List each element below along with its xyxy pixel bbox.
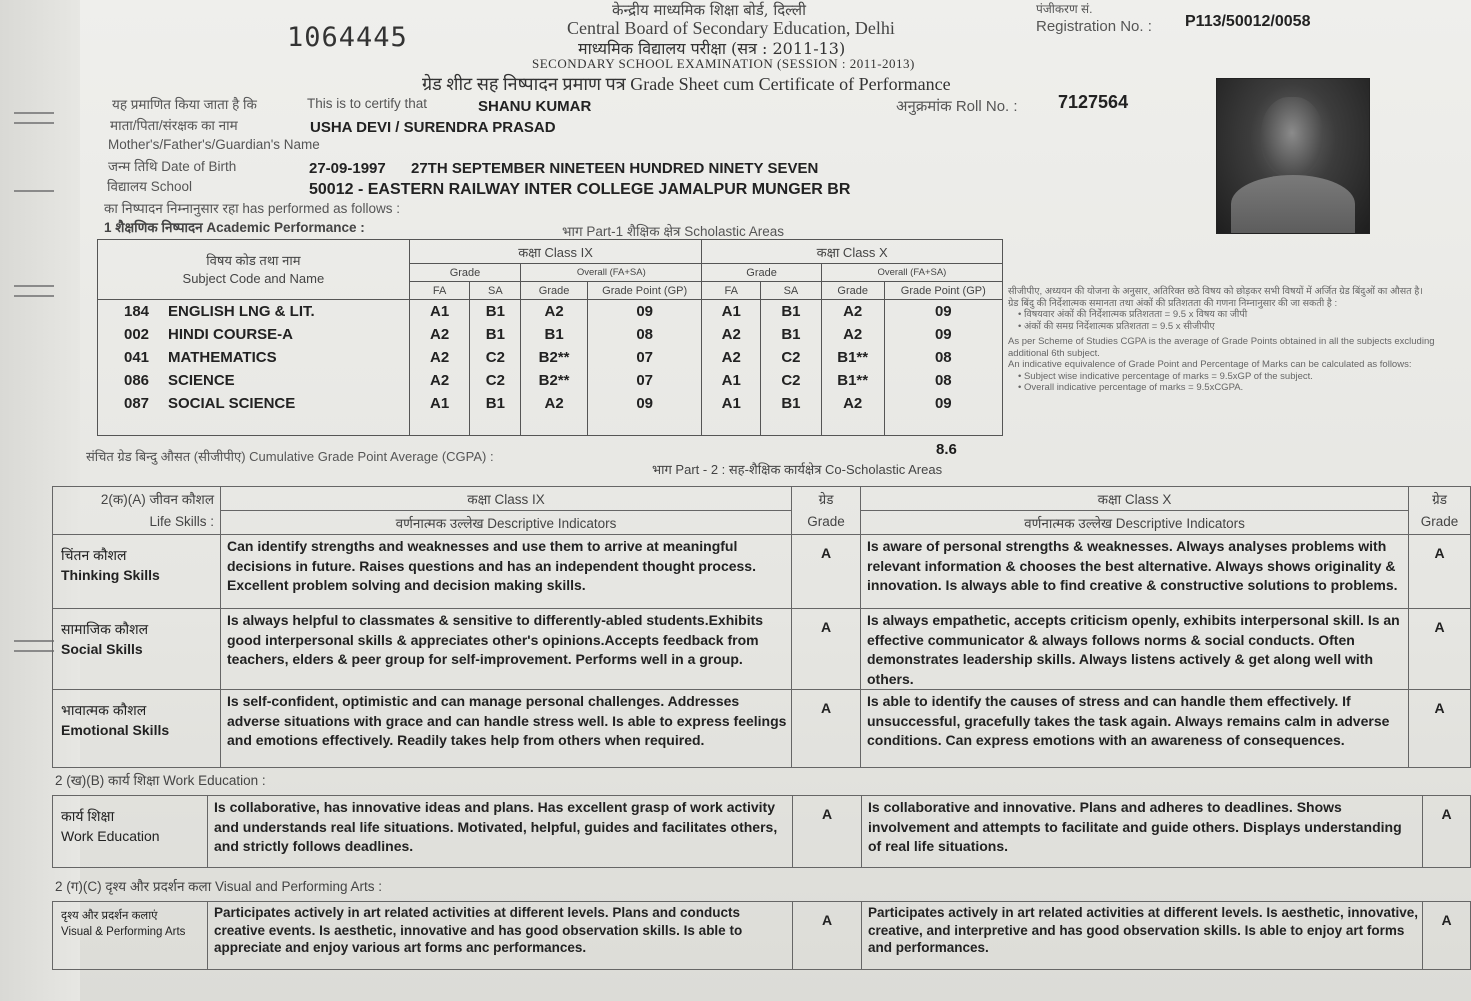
academic-row xyxy=(98,369,1003,392)
work-category-english: Work Education xyxy=(61,828,160,844)
part1-label: भाग Part-1 शैक्षिक क्षेत्र Scholastic Areas xyxy=(562,224,785,239)
c10-fa-cell: A2 xyxy=(702,346,761,369)
work-category-hindi: कार्य शिक्षा xyxy=(61,808,115,824)
skill-class9-desc: Is always helpful to classmates & sensitive to differently-abled students.Exhibits good interpersonal skills & appreciates other's opinions.Accepts feedback from teachers, elders & peer group for self-improvement. Performs well in a group. xyxy=(221,609,792,690)
skill-name: Thinking Skills xyxy=(61,567,160,583)
work-education-table xyxy=(52,795,1471,868)
skill-class9-grade: A xyxy=(792,535,861,609)
part2-label: भाग Part - 2 : सह-शैक्षिक कार्यक्षेत्र Co-Scholastic Areas xyxy=(652,462,943,477)
arts-table xyxy=(52,901,1471,970)
skill-name-hindi: सामाजिक कौशल xyxy=(61,621,149,637)
subject-header xyxy=(98,240,410,300)
c9-gp-cell: 07 xyxy=(587,346,701,369)
subject-header-hindi: विषय कोड तथा नाम xyxy=(206,252,301,268)
c9-grade-cell: B1 xyxy=(521,323,588,346)
life-skill-category xyxy=(53,609,221,690)
note-english-2: An indicative equivalence of Grade Point and Percentage of Marks can be calculated as follows: xyxy=(1008,359,1412,370)
sheet-title: ग्रेड शीट सह निष्पादन प्रमाण पत्र Grade Sheet cum Certificate of Performance xyxy=(422,74,951,94)
skill-class10-desc: Is able to identify the causes of stress and can handle them effectively. If unsuccessful, gracefully takes the task again. Always remains calm in adverse conditions. Can express emotions with an awareness of consequences. xyxy=(861,690,1409,768)
c9-gp-cell: 08 xyxy=(587,323,701,346)
subject-code: 087 xyxy=(124,395,150,412)
c9-fa-cell: A1 xyxy=(409,300,470,324)
c10-sa-cell: C2 xyxy=(761,369,822,392)
subject-name: MATHEMATICS xyxy=(168,349,277,366)
skill-class10-desc: Is aware of personal strengths & weaknesses. Always analyses problems with relevant information & chooses the best alternative. Always shows originality & innovation. Is always able to find creative & constructive solutions to problems. xyxy=(861,535,1409,609)
class10-header: कक्षा Class X xyxy=(702,240,1003,264)
arts-class10-desc: Participates actively in art related activities at different levels. Is aesthetic, innovative, creative, and interpretive and has good observation skills. Is able to enjoy art forms and performances. xyxy=(862,902,1423,970)
c9-fa-cell: A2 xyxy=(409,323,470,346)
c10-sa-cell: B1 xyxy=(761,323,822,346)
certify-label: This is to certify that xyxy=(307,96,428,111)
school-name: 50012 - EASTERN RAILWAY INTER COLLEGE JAMALPUR MUNGER BR xyxy=(309,181,851,198)
class9-header: कक्षा Class IX xyxy=(409,240,702,264)
skill-class10-grade: A xyxy=(1409,535,1471,609)
c10-gp-cell: 09 xyxy=(884,392,1002,415)
student-name: SHANU KUMAR xyxy=(478,98,592,115)
note-hindi-1: सीजीपीए, अध्ययन की योजना के अनुसार, अतिरिक्त छठे विषय को छोड़कर सभी विषयों में अर्जित ग्रेड बिंदुओं का औसत है। xyxy=(1008,286,1423,297)
c10-grade-cell: B1** xyxy=(821,346,884,369)
c9-grade-cell: B2** xyxy=(521,369,588,392)
registration-number: P113/50012/0058 xyxy=(1185,13,1311,30)
c9-fa-cell: A2 xyxy=(409,369,470,392)
cgpa-value: 8.6 xyxy=(936,441,957,458)
subject-code: 184 xyxy=(124,303,150,320)
arts-class9-grade: A xyxy=(793,902,862,970)
board-name: Central Board of Secondary Education, Delhi xyxy=(567,18,895,38)
registration-label: Registration No. : xyxy=(1036,18,1152,35)
c9-sa-cell: B1 xyxy=(470,300,521,324)
arts-label: 2 (ग)(C) दृश्य और प्रदर्शन कला Visual and Performing Arts : xyxy=(55,879,383,894)
c10-grade-cell: B1** xyxy=(821,369,884,392)
skill-class9-grade: A xyxy=(792,609,861,690)
cgpa-label: संचित ग्रेड बिन्दु औसत (सीजीपीए) Cumulative Grade Point Average (CGPA) : xyxy=(86,449,494,464)
life-skills-header xyxy=(53,487,221,535)
skill-class10-grade: A xyxy=(1409,690,1471,768)
c9-gp-cell: 07 xyxy=(587,369,701,392)
subject-header-english: Subject Code and Name xyxy=(182,270,325,286)
c9-grade-cell: A2 xyxy=(521,300,588,324)
life-skills-header-hindi: 2(क)(A) जीवन कौशल xyxy=(100,491,214,507)
c10-grade-cell: A2 xyxy=(821,300,884,324)
subject-name: ENGLISH LNG & LIT. xyxy=(168,303,315,320)
cs-class9-grade-header xyxy=(792,487,861,535)
class9-grade-header: Grade xyxy=(409,264,520,282)
c9-sa-cell: B1 xyxy=(470,392,521,415)
c9-sa-header: SA xyxy=(470,282,521,300)
grade-english: Grade xyxy=(807,513,845,529)
subject-cell xyxy=(98,392,410,415)
c10-fa-cell: A2 xyxy=(702,323,761,346)
c10-fa-header: FA xyxy=(702,282,761,300)
c9-sa-cell: C2 xyxy=(470,346,521,369)
arts-class10-grade: A xyxy=(1423,902,1471,970)
academic-row xyxy=(98,346,1003,369)
cs-class10-grade-header xyxy=(1409,487,1471,535)
photo-shoulders xyxy=(1231,175,1355,233)
note-english-4: • Overall indicative percentage of marks = 9.5xCGPA. xyxy=(1018,382,1244,393)
serial-number: 1064445 xyxy=(287,22,408,53)
work-class10-grade: A xyxy=(1423,796,1471,868)
performed-label: का निष्पादन निम्नानुसार रहा has performed as follows : xyxy=(104,201,400,216)
c10-gp-header: Grade Point (GP) xyxy=(884,282,1002,300)
grade-english: Grade xyxy=(1420,513,1459,529)
c10-gp-cell: 09 xyxy=(884,323,1002,346)
subject-name: SCIENCE xyxy=(168,372,235,389)
class10-grade-header: Grade xyxy=(702,264,821,282)
cs-class9-header: कक्षा Class IX xyxy=(221,487,792,511)
cs-class10-header: कक्षा Class X xyxy=(861,487,1409,511)
life-skills-header-english: Life Skills : xyxy=(149,513,214,529)
subject-cell xyxy=(98,300,410,324)
academic-row xyxy=(98,392,1003,415)
c9-sa-cell: C2 xyxy=(470,369,521,392)
skill-class10-desc: Is always empathetic, accepts criticism openly, exhibits interpersonal skill. Is an effective communicator & always follows norms & social conducts. Often demonstrates leadership skills. Always listens actively & get along well with others. xyxy=(861,609,1409,690)
subject-code: 041 xyxy=(124,349,150,366)
academic-row xyxy=(98,300,1003,324)
class10-overall-header: Overall (FA+SA) xyxy=(821,264,1002,282)
academic-rows xyxy=(98,300,1003,416)
life-skill-category xyxy=(53,690,221,768)
subject-code: 086 xyxy=(124,372,150,389)
grade-hindi: ग्रेड xyxy=(1432,491,1447,507)
c10-sa-cell: B1 xyxy=(761,392,822,415)
work-class9-desc: Is collaborative, has innovative ideas and plans. Has excellent grasp of work activity and understands real life situations. Motivated, helpful, guides and facilitates others, and strictly follows deadlines. xyxy=(208,796,793,868)
grade-hindi: ग्रेड xyxy=(818,491,834,507)
skill-class10-grade: A xyxy=(1409,609,1471,690)
work-education-label: 2 (ख)(B) कार्य शिक्षा Work Education : xyxy=(55,773,266,788)
c10-gp-cell: 08 xyxy=(884,369,1002,392)
note-hindi-2: ग्रेड बिंदु की निर्देशात्मक समानता तथा अंकों की प्रतिशतता की गणना निम्नानुसार की जा सकती है : xyxy=(1008,297,1338,309)
work-education-category xyxy=(53,796,208,868)
student-photo xyxy=(1216,78,1370,234)
life-skill-category xyxy=(53,535,221,609)
roll-label: अनुक्रमांक Roll No. : xyxy=(896,98,1018,115)
c10-grade-cell: A2 xyxy=(821,392,884,415)
c10-fa-cell: A1 xyxy=(702,392,761,415)
subject-cell xyxy=(98,369,410,392)
c9-fa-cell: A1 xyxy=(409,392,470,415)
academic-performance-label: 1 शैक्षणिक निष्पादन Academic Performance : xyxy=(104,220,365,235)
c10-fa-cell: A1 xyxy=(702,300,761,324)
c10-fa-cell: A1 xyxy=(702,369,761,392)
life-skill-row xyxy=(53,535,1471,609)
academic-grade-table xyxy=(97,239,1003,436)
c9-fa-cell: A2 xyxy=(409,346,470,369)
registration-label-hindi: पंजीकरण सं. xyxy=(1036,2,1093,16)
c9-grade-cell: B2** xyxy=(521,346,588,369)
date-of-birth: 27-09-1997 xyxy=(309,160,386,177)
subject-code: 002 xyxy=(124,326,150,343)
c10-gp-cell: 09 xyxy=(884,300,1002,324)
exam-name-hindi: माध्यमिक विद्यालय परीक्षा (सत्र : 2011-13) xyxy=(578,39,846,58)
subject-name: SOCIAL SCIENCE xyxy=(168,395,296,412)
subject-name: HINDI COURSE-A xyxy=(168,326,294,343)
cgpa-note xyxy=(1008,286,1438,394)
c10-grade-cell: A2 xyxy=(821,323,884,346)
arts-class9-desc: Participates actively in art related activities at different levels. Plans and conducts creative events. Is aesthetic, innovative and has good observation skills. Is able to appreciate and enjoy various art forms anc performances. xyxy=(208,902,793,970)
c9-gp-cell: 09 xyxy=(587,300,701,324)
life-skills-table xyxy=(52,486,1471,768)
parent-label-hindi: माता/पिता/संरक्षक का नाम xyxy=(110,118,238,133)
school-label: विद्यालय School xyxy=(107,179,193,194)
c9-gp-cell: 09 xyxy=(587,392,701,415)
parent-name: USHA DEVI / SURENDRA PRASAD xyxy=(310,119,556,136)
c9-sa-cell: B1 xyxy=(470,323,521,346)
dob-in-words: 27TH SEPTEMBER NINETEEN HUNDRED NINETY SEVEN xyxy=(411,160,819,177)
note-hindi-4: • अंकों की समग्र निर्देशात्मक प्रतिशतता = 9.5 x सीजीपीए xyxy=(1018,320,1215,332)
c9-gp-header: Grade Point (GP) xyxy=(587,282,701,300)
certify-label-hindi: यह प्रमाणित किया जाता है कि xyxy=(112,97,257,112)
c10-sa-cell: B1 xyxy=(761,300,822,324)
note-hindi-3: • विषयवार अंकों की निर्देशात्मक प्रतिशतता = 9.5 x विषय का जीपी xyxy=(1018,309,1248,320)
parent-label: Mother's/Father's/Guardian's Name xyxy=(108,137,320,152)
subject-cell xyxy=(98,346,410,369)
c10-grade-col-header: Grade xyxy=(821,282,884,300)
skill-name-hindi: चिंतन कौशल xyxy=(61,547,127,563)
skill-class9-grade: A xyxy=(792,690,861,768)
life-skills-rows xyxy=(53,535,1471,768)
exam-name: SECONDARY SCHOOL EXAMINATION (SESSION : 2011-2013) xyxy=(532,56,915,71)
academic-row xyxy=(98,323,1003,346)
c10-sa-cell: C2 xyxy=(761,346,822,369)
subject-cell xyxy=(98,323,410,346)
life-skill-row xyxy=(53,690,1471,768)
skill-class9-desc: Is self-confident, optimistic and can manage personal challenges. Addresses adverse situations with grace and can handle stress well. Is able to express feelings and emotions effectively. Readily takes help from others when required. xyxy=(221,690,792,768)
board-name-hindi: केन्द्रीय माध्यमिक शिक्षा बोर्ड, दिल्ली xyxy=(612,1,806,19)
arts-category-hindi: दृश्य और प्रदर्शन कलाएं xyxy=(61,910,158,922)
skill-name: Social Skills xyxy=(61,641,143,657)
dob-label: जन्म तिथि Date of Birth xyxy=(108,159,237,174)
c9-grade-col-header: Grade xyxy=(521,282,588,300)
cs-class9-desc-header: वर्णनात्मक उल्लेख Descriptive Indicators xyxy=(221,511,792,535)
cs-class10-desc-header: वर्णनात्मक उल्लेख Descriptive Indicators xyxy=(861,511,1409,535)
arts-category xyxy=(53,902,208,970)
work-class9-grade: A xyxy=(793,796,862,868)
photo-face xyxy=(1261,97,1323,177)
c10-gp-cell: 08 xyxy=(884,346,1002,369)
c9-grade-cell: A2 xyxy=(521,392,588,415)
work-class10-desc: Is collaborative and innovative. Plans and adheres to deadlines. Shows involvement and attempts to facilitate and guide others. Displays understanding of real life situations. xyxy=(862,796,1423,868)
roll-number: 7127564 xyxy=(1058,92,1129,112)
note-english-3: • Subject wise indicative percentage of marks = 9.5xGP of the subject. xyxy=(1018,370,1313,382)
skill-class9-desc: Can identify strengths and weaknesses and use them to arrive at meaningful decisions in future. Raises questions and has an independent thought process. Excellent problem solving and decision making skills. xyxy=(221,535,792,609)
c9-fa-header: FA xyxy=(409,282,470,300)
arts-category-english: Visual & Performing Arts xyxy=(61,926,186,938)
c10-sa-header: SA xyxy=(761,282,822,300)
class9-overall-header: Overall (FA+SA) xyxy=(521,264,702,282)
skill-name-hindi: भावात्मक कौशल xyxy=(61,702,147,718)
note-english-1: As per Scheme of Studies CGPA is the average of Grade Points obtained in all the subjects excluding additional 6th subject. xyxy=(1008,336,1435,359)
skill-name: Emotional Skills xyxy=(61,722,170,738)
life-skill-row xyxy=(53,609,1471,690)
